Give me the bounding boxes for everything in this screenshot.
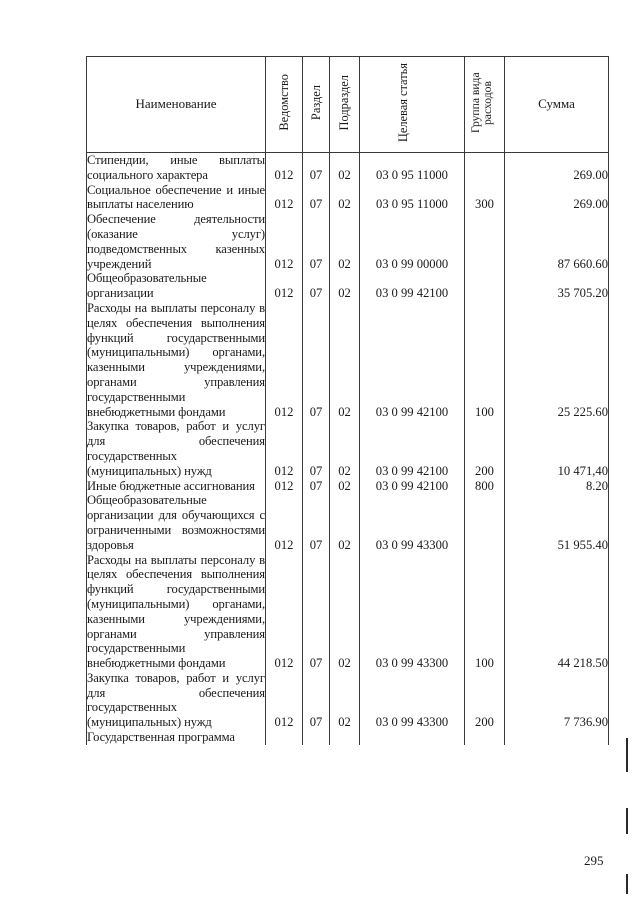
row-department-cell: 012 [266, 419, 303, 478]
header-target-article: Целевая статья [360, 57, 465, 153]
row-section-cell: 07 [303, 479, 330, 494]
row-department-cell: 012 [266, 301, 303, 419]
row-section-cell: 07 [303, 183, 330, 213]
row-expense-group-cell: 800 [465, 479, 505, 494]
row-amount-cell: 35 705.20 [505, 271, 609, 301]
row-amount-cell: 87 660.60 [505, 212, 609, 271]
row-amount-cell: 7 736.90 [505, 671, 609, 730]
row-subsection-cell: 02 [330, 212, 360, 271]
row-department-cell: 012 [266, 493, 303, 552]
row-department-cell [266, 730, 303, 745]
row-target-article-cell: 03 0 99 43300 [360, 553, 465, 671]
row-department-cell: 012 [266, 183, 303, 213]
row-expense-group-cell: 200 [465, 419, 505, 478]
header-amount: Сумма [505, 57, 609, 153]
row-section-cell: 07 [303, 301, 330, 419]
row-name-cell: Закупка товаров, работ и услуг для обеспечения государственных (муниципальных) нужд [87, 419, 265, 478]
row-amount-cell: 10 471,40 [505, 419, 609, 478]
row-department-cell: 012 [266, 553, 303, 671]
table-row [87, 493, 609, 552]
edge-mark [626, 874, 628, 894]
header-department: Ведомство [266, 57, 303, 153]
row-department-cell: 012 [266, 153, 303, 183]
row-amount-cell: 51 955.40 [505, 493, 609, 552]
table-body [87, 153, 609, 745]
table-row [87, 153, 609, 183]
table-row [87, 553, 609, 671]
table-row [87, 301, 609, 419]
row-expense-group-cell [465, 730, 505, 745]
table-row [87, 212, 609, 271]
row-target-article-cell [360, 730, 465, 745]
row-expense-group-cell [465, 493, 505, 552]
edge-mark [626, 808, 628, 834]
row-name-cell: Государственная программа [87, 730, 266, 745]
budget-table [86, 56, 609, 745]
row-expense-group-cell: 100 [465, 301, 505, 419]
row-department-cell: 012 [266, 671, 303, 730]
row-subsection-cell: 02 [330, 271, 360, 301]
row-section-cell [303, 730, 330, 745]
row-target-article-cell: 03 0 99 00000 [360, 212, 465, 271]
row-amount-cell: 8.20 [505, 479, 609, 494]
row-amount-cell [505, 730, 609, 745]
row-department-cell: 012 [266, 212, 303, 271]
row-department-cell: 012 [266, 271, 303, 301]
row-expense-group-cell: 100 [465, 553, 505, 671]
row-section-cell: 07 [303, 212, 330, 271]
table-row [87, 183, 609, 213]
row-target-article-cell: 03 0 99 42100 [360, 479, 465, 494]
row-department-cell: 012 [266, 479, 303, 494]
row-expense-group-cell [465, 271, 505, 301]
row-name-cell: Расходы на выплаты персоналу в целях обеспечения выполнения функций государственными (муниципальными) органами, казенными учреждениями, органами управления государственными внебюджетными фондами [87, 300, 265, 419]
table-header [87, 57, 609, 153]
row-section-cell: 07 [303, 671, 330, 730]
row-expense-group-cell: 200 [465, 671, 505, 730]
row-amount-cell: 44 218.50 [505, 553, 609, 671]
row-section-cell: 07 [303, 271, 330, 301]
row-target-article-cell: 03 0 95 11000 [360, 183, 465, 213]
row-target-article-cell: 03 0 99 42100 [360, 271, 465, 301]
row-subsection-cell [330, 730, 360, 745]
row-name-cell: Закупка товаров, работ и услуг для обеспечения государственных (муниципальных) нужд [87, 670, 265, 730]
page-number: 295 [584, 853, 604, 868]
row-amount-cell: 269.00 [505, 153, 609, 183]
row-name-cell: Стипендии, иные выплаты социального характера [87, 153, 265, 182]
row-target-article-cell: 03 0 99 43300 [360, 493, 465, 552]
row-name-cell: Общеобразовательные организации [87, 271, 266, 301]
table-row [87, 671, 609, 730]
row-subsection-cell: 02 [330, 671, 360, 730]
row-amount-cell: 269.00 [505, 183, 609, 213]
row-expense-group-cell [465, 153, 505, 183]
row-subsection-cell: 02 [330, 419, 360, 478]
row-subsection-cell: 02 [330, 553, 360, 671]
header-subsection: Подраздел [330, 57, 360, 153]
row-section-cell: 07 [303, 153, 330, 183]
row-subsection-cell: 02 [330, 479, 360, 494]
row-section-cell: 07 [303, 419, 330, 478]
table-row [87, 419, 609, 478]
row-name-cell: Иные бюджетные ассигнования [87, 479, 266, 494]
row-subsection-cell: 02 [330, 153, 360, 183]
row-target-article-cell: 03 0 99 43300 [360, 671, 465, 730]
table-row [87, 479, 609, 494]
table-row [87, 271, 609, 301]
row-expense-group-cell: 300 [465, 183, 505, 213]
row-subsection-cell: 02 [330, 183, 360, 213]
row-name-cell: Расходы на выплаты персоналу в целях обеспечения выполнения функций государственными (муниципальными) органами, казенными учреждениями, органами управления государственными внебюджетными фондами [87, 552, 265, 671]
row-name-cell: Социальное обеспечение и иные выплаты населению [87, 182, 265, 212]
row-subsection-cell: 02 [330, 493, 360, 552]
row-amount-cell: 25 225.60 [505, 301, 609, 419]
row-section-cell: 07 [303, 553, 330, 671]
row-name-cell: Обеспечение деятельности (оказание услуг) подведомственных казенных учреждений [87, 212, 265, 271]
row-subsection-cell: 02 [330, 301, 360, 419]
row-target-article-cell: 03 0 99 42100 [360, 301, 465, 419]
header-section: Раздел [303, 57, 330, 153]
header-expense-group: Группа вида расходов [465, 57, 505, 153]
row-name-cell: Общеобразовательные организации для обучающихся с ограниченными возможностями здоровья [87, 493, 265, 552]
row-target-article-cell: 03 0 99 42100 [360, 419, 465, 478]
row-expense-group-cell [465, 212, 505, 271]
row-target-article-cell: 03 0 95 11000 [360, 153, 465, 183]
header-name: Наименование [87, 57, 266, 153]
edge-mark [626, 738, 628, 772]
row-section-cell: 07 [303, 493, 330, 552]
table-row [87, 730, 609, 745]
